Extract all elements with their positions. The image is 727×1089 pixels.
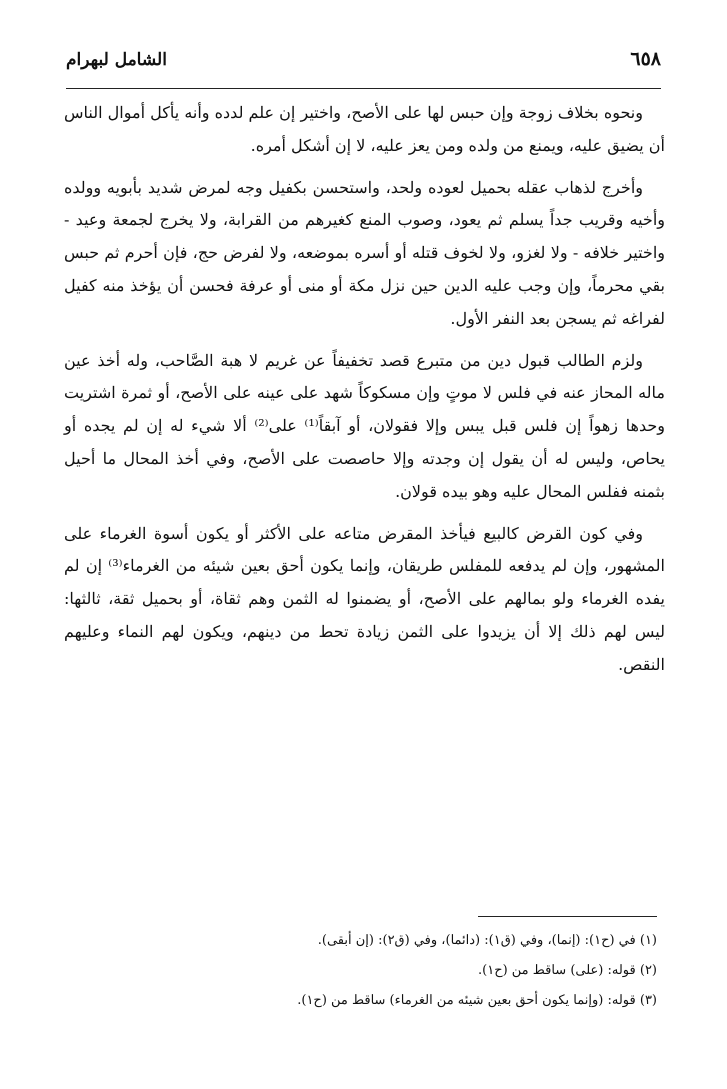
running-title: الشامل لبهرام (66, 50, 167, 70)
page-number: ٦٥٨ (630, 48, 661, 70)
footnote: (١) في (ح١): (إنما)، وفي (ق١): (دائما)، وفي (ق٢): (إن أبقى). (317, 933, 657, 948)
footnote: (٢) قوله: (على) ساقط من (ح١). (477, 963, 657, 978)
footnote: (٣) قوله: (وإنما يكون أحق بعين شيئه من الغرماء) ساقط من (ح١). (297, 993, 657, 1008)
paragraph: ولزم الطالب قبول دين من متبرع قصد تخفيفاً عن غريم لا هبة الصَّاحب، وله أخذ عين ماله المحاز عنه في فلس لا موتٍ وإن مسكوكاً شهد على عينه على الأصح، أو ثمرة اشتريت وحدها زهواً إن فلس قبل يبس وإلا فقولان، أو آبقاً⁽¹⁾ على⁽²⁾ ألا شيء له إن لم يجده أو يحاص، وليس له أن يقول إن وجدته وإلا حاصصت على الأصح، وفي أخذ المحال ما أحيل بثمنه ففلس المحال عليه وهو بيده قولان. (64, 350, 666, 501)
main-text (64, 97, 665, 691)
paragraph: ونحوه بخلاف زوجة وإن حبس لها على الأصح، واختير إن علم لدده وأنه يأكل أموال الناس أن يضيق عليه، ويمنع من ولده ومن يعز عليه، لا إن أشكل أمره. (64, 103, 665, 155)
header-divider (66, 88, 661, 89)
page-header (66, 44, 661, 84)
paragraph: وأخرج لذهاب عقله بحميل لعوده ولحد، واستحسن بكفيل وجه لمرض شديد بأبويه وولده وأخيه وقريب جداً يسلم ثم يعود، وصوب المنع كغيرهم من القرابة، ولا يخرج لجمعة وعيد - واختير خلافه - ولا لغزو، ولا لخوف قتله أو أسره بموضعه، ولا لفرض حج، فإن أحرم ثم حبس بقي محرماً، وإن وجب عليه الدين حين نزل مكة أو منى أو عرفة فحسن أن يؤخذ منه كفيل لفراغه ثم يسجن بعد النفر الأول. (64, 177, 666, 328)
footnotes (64, 926, 657, 1016)
paragraph: وفي كون القرض كالبيع فيأخذ المقرض متاعه على الأكثر أو يكون أسوة الغرماء على المشهور، وإن لم يدفعه للمفلس طريقان، وإنما يكون أحق بعين شيئه من الغرماء⁽³⁾ إن لم يفده الغرماء ولو بمالهم على الأصح، أو يضمنوا له الثمن وهم ثقاة، أو بحميل ثقة، ثالثها: ليس لهم ذلك إلا أن يزيدوا على الثمن زيادة تحط من دينهم، ويكون لهم النماء وعليهم النقص. (64, 523, 666, 674)
footnote-divider (478, 916, 657, 917)
